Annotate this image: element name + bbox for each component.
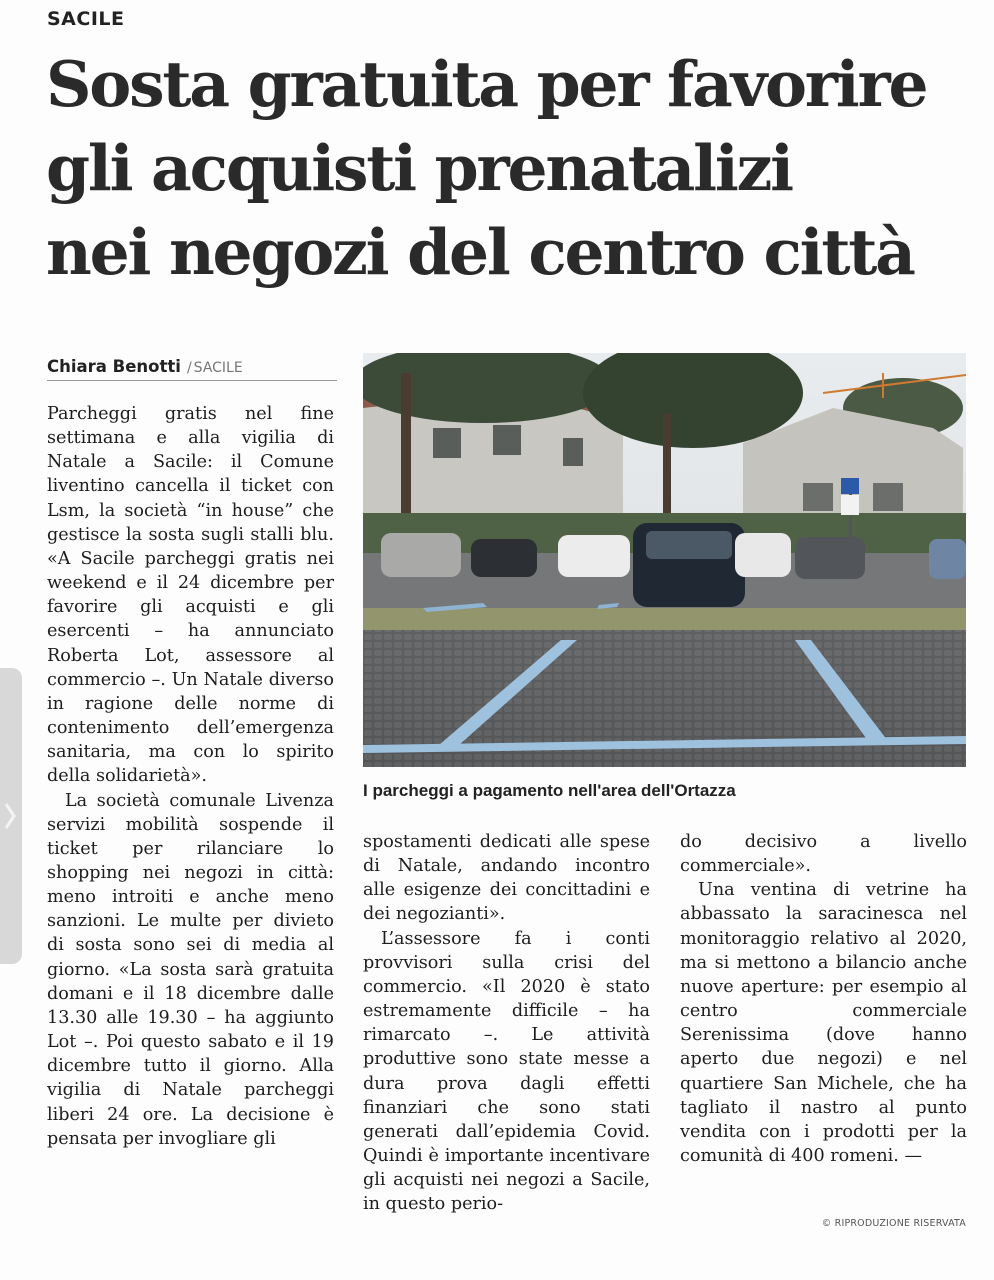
section-label: SACILE	[47, 8, 125, 30]
article-column-3	[680, 830, 967, 1168]
headline-line: Sosta gratuita per favorire	[46, 47, 927, 121]
chevron-right-icon	[2, 796, 18, 836]
photo-caption: I parcheggi a pagamento nell'area dell'Ortazza	[363, 781, 736, 800]
article-column-1	[47, 402, 334, 1151]
article-column-2	[363, 830, 650, 1217]
headline-line: nei negozi del centro città	[46, 215, 914, 289]
headline	[46, 42, 976, 294]
author-name: Chiara Benotti	[47, 357, 181, 376]
paragraph: La società comunale Livenza servizi mobilità sospende il ticket per rilanciare lo shopping nei negozi in città: meno introiti e anche meno sanzioni. Le multe per divieto di sosta sono sei di media al giorno. «La sosta sarà gratuita domani e il 18 dicembre dalle 13.30 alle 19.30 – ha aggiunto Lot –. Poi questo sabato e il 19 dicembre tutto il giorno. Alla vigilia di Natale parcheggi liberi 24 ore. La decisione è pensata per invogliare gli	[47, 790, 334, 1149]
paragraph: L’assessore fa i conti provvisori sulla crisi del commercio. «Il 2020 è stato estremamente difficile – ha rimarcato –. Le attività produttive sono state messe a dura prova dagli effetti finanziari che sono stati generati dall’epidemia Covid. Quindi è importante incentivare gli acquisti nei negozi a Sacile, in questo perio-	[363, 928, 650, 1215]
parking-photo	[363, 353, 966, 767]
headline-line: gli acquisti prenatalizi	[46, 131, 792, 205]
side-drawer-handle[interactable]	[0, 668, 22, 964]
byline	[47, 357, 337, 381]
byline-separator: /	[186, 360, 192, 376]
paragraph: spostamenti dedicati alle spese di Natale, andando incontro alle esigenze dei concittadini e dei negozianti».	[363, 832, 650, 925]
paragraph: Una ventina di vetrine ha abbassato la saracinesca nel monitoraggio relativo al 2020, ma si mettono a bilancio anche nuove aperture: per esempio al centro commerciale Serenissima (dove hanno aperto due negozi) e nel quartiere San Michele, che ha tagliato il nastro al punto vendita con i prodotti per la comunità di 400 romeni. —	[680, 880, 967, 1167]
paragraph: do decisivo a livello commerciale».	[680, 832, 967, 877]
copyright-notice: © RIPRODUZIONE RISERVATA	[821, 1218, 966, 1229]
paragraph: Parcheggi gratis nel fine settimana e alla vigilia di Natale a Sacile: il Comune liventino cancella il ticket con Lsm, la società “in house” che gestisce la sosta sugli stalli blu. «A Sacile parcheggi gratis nei weekend e il 24 dicembre per favorire gli acquisti e gli esercenti – ha annunciato Roberta Lot, assessore al commercio –. Un Natale diverso in ragione delle norme di contenimento dell’emergenza sanitaria, ma con lo spirito della solidarietà».	[47, 404, 334, 787]
byline-location: SACILE	[193, 360, 243, 376]
